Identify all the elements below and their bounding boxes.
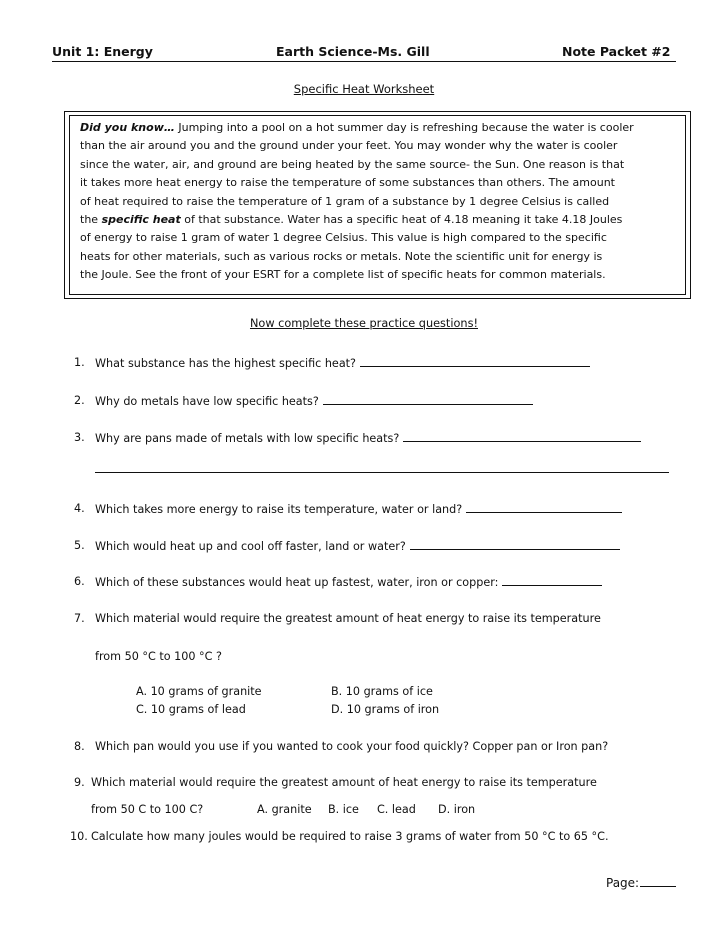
info-box-text: Did you know… Jumping into a pool on a hot summer day is refreshing because the water is cooler than the air around you and the ground under your feet. You may wonder why the water is cooler since the water, air, and ground are being heated by the same source- the Sun. One reason is that it takes more heat energy to raise the temperature of some substances than others. The amount of heat required to raise the temperature of 1 gram of a substance by 1 degree Celsius is called the specific heat of that substance. Water has a specific heat of 4.18 meaning it take 4.18 Joules of energy to raise 1 gram of water 1 degree Celsius. This value is high compared to the specific heats for other materials, such as various rocks or metals. Note the scientific unit for energy is the Joule. See the front of your ESRT for a complete list of specific heats for common materials. (80, 121, 634, 282)
q7-option-c[interactable]: C. 10 grams of lead (136, 703, 246, 716)
did-you-know-lead: Did you know… (80, 121, 175, 134)
page-number-blank[interactable] (640, 876, 676, 887)
worksheet-title: Specific Heat Worksheet (293, 82, 435, 96)
page-number-label: Page: (606, 876, 676, 890)
answer-blank-5[interactable] (410, 539, 620, 550)
q9-option-d[interactable]: D. iron (438, 803, 476, 816)
answer-blank-2[interactable] (323, 394, 533, 405)
answer-blank-3[interactable] (403, 431, 641, 442)
header-rule (52, 61, 676, 62)
q9-option-a[interactable]: A. granite (257, 803, 312, 816)
q7-option-a[interactable]: A. 10 grams of granite (136, 685, 262, 698)
packet-label: Note Packet #2 (562, 44, 671, 59)
q7-option-d[interactable]: D. 10 grams of iron (331, 703, 440, 716)
answer-blank-1[interactable] (360, 356, 590, 367)
course-label: Earth Science-Ms. Gill (276, 44, 430, 59)
q9-option-b[interactable]: B. ice (328, 803, 359, 816)
unit-label: Unit 1: Energy (52, 44, 153, 59)
worksheet-page: Unit 1: Energy Earth Science-Ms. Gill Note Packet #2 Specific Heat Worksheet Did you know… Jumping into a pool on a hot summer day is refreshing because the water is cooler than the air around you and the ground under your feet. You may wonder why the water is cooler since the water, air, and ground are being heated by the same source- the Sun. One reason is that it takes more heat energy to raise the temperature of some substances than others. The amount of heat required to raise the temperature of 1 gram of a substance by 1 degree Celsius is called the specific heat of that substance. Water has a specific heat of 4.18 meaning it take 4.18 Joules of energy to raise 1 gram of water 1 degree Celsius. This value is high compared to the specific heats for other materials, such as various rocks or metals. Note the scientific unit for energy is the Joule. See the front of your ESRT for a complete list of specific heats for common materials. Now complete these practice questions! 1. What substance has the highest specific heat? 2. Why do metals have low specific heats? 3. Why are pans made of metals with low specific heats? 4. Which takes more energy to raise its temperature, water or land? 5. Which would heat up and cool off faster, land or water? 6. Which of these substances would heat up fastest, water, iron or copper: 7. Which material would require the greatest amount of heat energy to raise its temperature from 50 °C to 100 °C ? A. 10 grams of granite B. 10 grams of ice C. 10 grams of lead D. 10 grams of iron 8. Which pan would you use if you wanted to cook your food quickly? Copper pan or Iron pan? 9. Which material would require the greatest amount of heat energy to raise its temperature from 50 C to 100 C? A. granite B. ice C. lead D. iron 10. Calculate how many joules would be required to raise 3 grams of water from 50 °C to 65 °C. Page: (0, 0, 728, 942)
question-7-range: from 50 °C to 100 °C ? (95, 650, 222, 663)
q9-option-c[interactable]: C. lead (377, 803, 416, 816)
question-9-range: from 50 C to 100 C? (91, 803, 204, 816)
answer-line-3b[interactable] (95, 472, 669, 473)
instructions: Now complete these practice questions! (249, 317, 478, 330)
answer-blank-4[interactable] (466, 502, 622, 513)
q7-option-b[interactable]: B. 10 grams of ice (331, 685, 433, 698)
specific-heat-term: specific heat (101, 213, 181, 227)
answer-blank-6[interactable] (502, 575, 602, 586)
